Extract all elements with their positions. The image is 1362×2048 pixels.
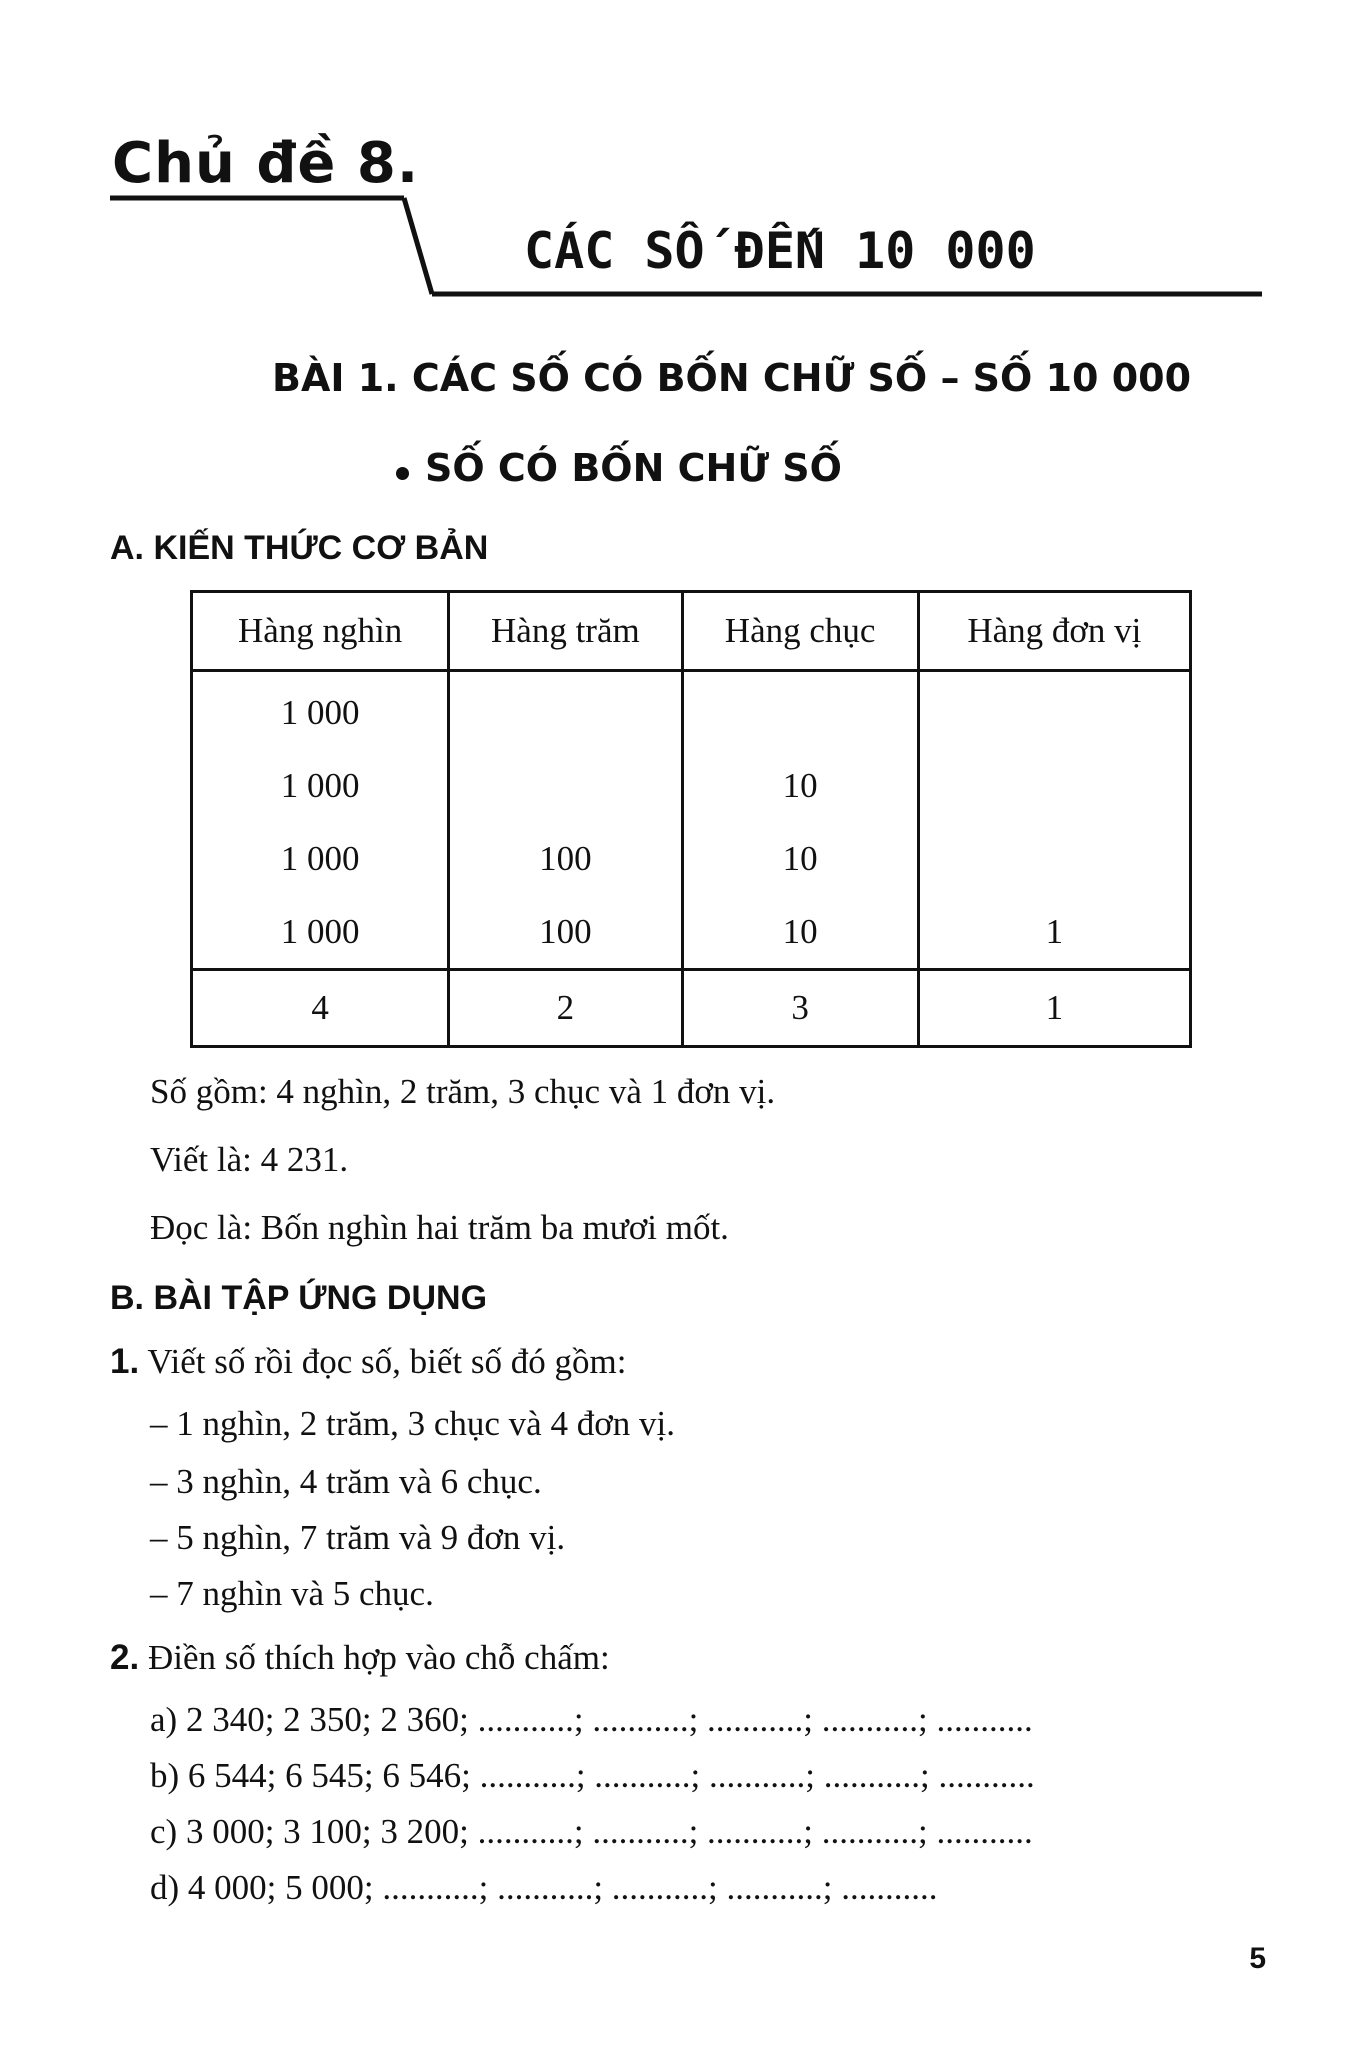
list-item: – 1 nghìn, 2 trăm, 3 chục và 4 đơn vị. — [150, 1404, 675, 1443]
fill-in-item: b) 6 544; 6 545; 6 546; ...........; ...........; ...........; ...........; ........... — [150, 1756, 1035, 1795]
table-header-cell: Hàng chục — [682, 592, 918, 671]
exercise-2-prompt — [110, 1636, 610, 1680]
fill-in-item: a) 2 340; 2 350; 2 360; ...........; ...........; ...........; ...........; ........... — [150, 1700, 1033, 1739]
table-row — [192, 822, 1191, 895]
table-cell: 100 — [449, 822, 682, 895]
table-total-cell: 1 — [918, 970, 1190, 1047]
table-total-cell: 3 — [682, 970, 918, 1047]
table-cell — [918, 671, 1190, 750]
table-total-row — [192, 970, 1191, 1047]
table-total-cell: 4 — [192, 970, 449, 1047]
table-row — [192, 895, 1191, 970]
exercise-number: 2. — [110, 1638, 140, 1677]
fill-in-item: d) 4 000; 5 000; ...........; ...........; ...........; ...........; ........... — [150, 1868, 938, 1907]
explanation-line: Viết là: 4 231. — [150, 1140, 349, 1179]
section-b-heading: B. BÀI TẬP ỨNG DỤNG — [110, 1279, 488, 1317]
explanation-line: Số gồm: 4 nghìn, 2 trăm, 3 chục và 1 đơn vị. — [150, 1072, 776, 1111]
subsection-title — [396, 444, 842, 492]
topic-title: CÁC SỐ ĐẾN 10 000 — [524, 222, 1036, 280]
fill-in-item: c) 3 000; 3 100; 3 200; ...........; ...........; ...........; ...........; ........... — [150, 1812, 1033, 1851]
table-header-cell: Hàng đơn vị — [918, 592, 1190, 671]
list-item: – 5 nghìn, 7 trăm và 9 đơn vị. — [150, 1518, 566, 1557]
table-total-cell: 2 — [449, 970, 682, 1047]
exercise-prompt-text: Viết số rồi đọc số, biết số đó gồm: — [147, 1342, 627, 1381]
lesson-title: BÀI 1. CÁC SỐ CÓ BỐN CHỮ SỐ – SỐ 10 000 — [272, 356, 1192, 400]
table-cell: 1 000 — [192, 671, 449, 750]
table-cell — [682, 671, 918, 750]
exercise-1-prompt — [110, 1340, 626, 1384]
exercise-number: 1. — [110, 1342, 140, 1381]
subsection-title-text: SỐ CÓ BỐN CHỮ SỐ — [425, 446, 842, 490]
bullet-icon — [396, 467, 409, 480]
explanation-line: Đọc là: Bốn nghìn hai trăm ba mươi mốt. — [150, 1208, 729, 1247]
table-cell: 1 000 — [192, 895, 449, 970]
table-cell — [918, 749, 1190, 822]
list-item: – 7 nghìn và 5 chục. — [150, 1574, 434, 1613]
table-cell: 1 000 — [192, 749, 449, 822]
table-cell: 10 — [682, 822, 918, 895]
table-row — [192, 671, 1191, 750]
table-cell: 1 — [918, 895, 1190, 970]
table-cell: 1 000 — [192, 822, 449, 895]
table-header-cell: Hàng trăm — [449, 592, 682, 671]
table-cell — [449, 671, 682, 750]
table-header-cell: Hàng nghìn — [192, 592, 449, 671]
table-cell: 100 — [449, 895, 682, 970]
exercise-prompt-text: Điền số thích hợp vào chỗ chấm: — [147, 1638, 610, 1677]
table-header-row — [192, 592, 1191, 671]
table-cell: 10 — [682, 895, 918, 970]
table-row — [192, 749, 1191, 822]
list-item: – 3 nghìn, 4 trăm và 6 chục. — [150, 1462, 542, 1501]
table-cell: 10 — [682, 749, 918, 822]
place-value-table — [190, 590, 1192, 1048]
chapter-label: Chủ đề 8. — [112, 131, 420, 196]
section-a-heading: A. KIẾN THỨC CƠ BẢN — [110, 529, 489, 567]
table-cell — [449, 749, 682, 822]
page-number: 5 — [1249, 1942, 1266, 1975]
table-cell — [918, 822, 1190, 895]
